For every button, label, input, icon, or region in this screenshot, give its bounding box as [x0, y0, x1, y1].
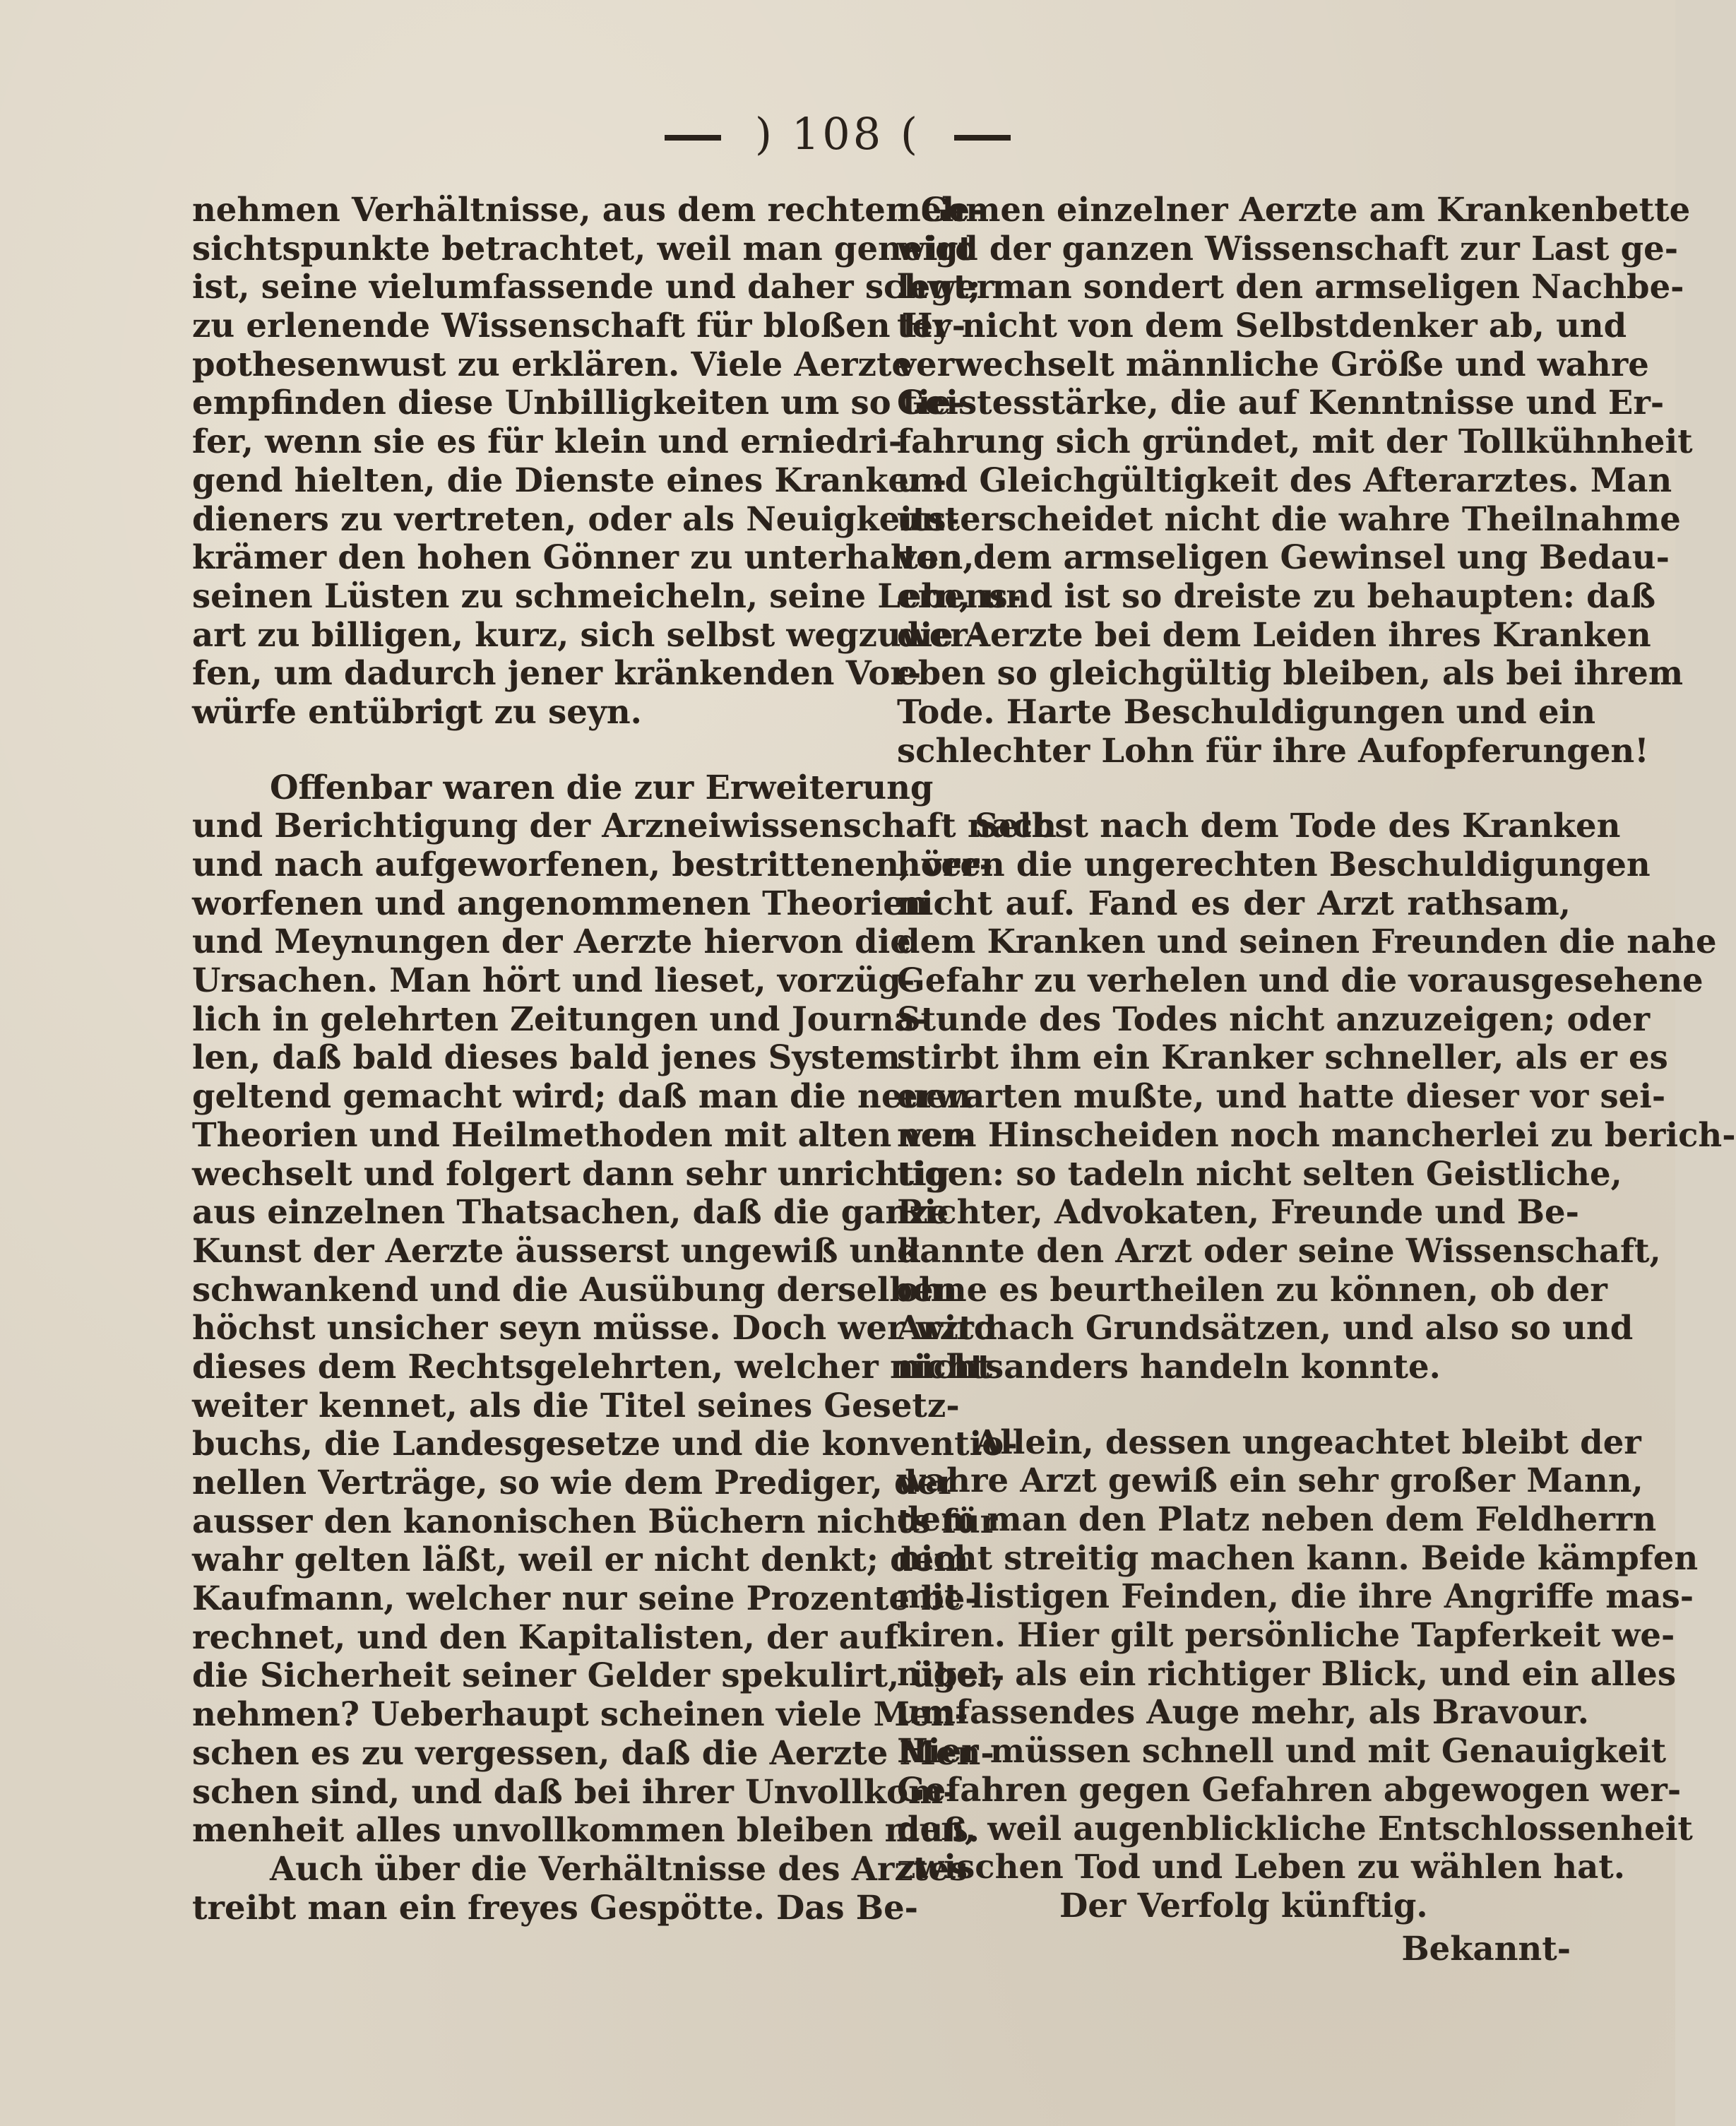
- text-line: sichtspunkte betrachtet, weil man geneigt: [192, 228, 974, 268]
- text-line: krämer den hohen Gönner zu unterhalten,: [192, 538, 975, 577]
- text-line: ohne es beurtheilen zu können, ob der: [897, 1269, 1607, 1309]
- header-right-bracket: (: [900, 108, 921, 160]
- text-line: nehmen? Ueberhaupt scheinen viele Men-: [192, 1694, 968, 1734]
- text-line: art zu billigen, kurz, sich selbst wegzuwer-: [192, 614, 982, 654]
- text-line: hören die ungerechten Beschuldigungen: [897, 845, 1651, 884]
- text-line: Richter, Advokaten, Freunde und Be-: [897, 1192, 1579, 1232]
- text-line: und nach aufgeworfenen, bestrittenen, ver-: [192, 845, 993, 884]
- left-rule: [665, 135, 721, 141]
- text-line: dem Kranken und seinen Freunden die nahe: [897, 922, 1717, 961]
- text-line: höchst unsicher seyn müsse. Doch wer wird: [192, 1308, 997, 1348]
- text-line: Tode. Harte Beschuldigungen und ein: [897, 691, 1596, 731]
- catchword: Bekannt-: [1401, 1928, 1571, 1968]
- text-line: Theorien und Heilmethoden mit alten ver-: [192, 1115, 974, 1154]
- text-line: dieners zu vertreten, oder als Neuigkeits-: [192, 499, 960, 538]
- right-paragraph-1: [897, 190, 1693, 770]
- text-line: Allein, dessen ungeachtet bleibt der: [975, 1422, 1641, 1461]
- text-line: Arzt nach Grundsätzen, und also so und: [897, 1308, 1634, 1348]
- paragraph-gap: [192, 732, 860, 768]
- text-line: Kaufmann, welcher nur seine Prozente be-: [192, 1579, 979, 1618]
- text-line: worfenen und angenommenen Theorien: [192, 883, 928, 922]
- text-line: nicht streitig machen kann. Beide kämpfen: [897, 1538, 1699, 1577]
- text-line: tigen: so tadeln nicht selten Geistliche,: [897, 1153, 1622, 1193]
- text-line: len, daß bald dieses bald jenes System: [192, 1038, 900, 1077]
- text-line: geltend gemacht wird; daß man die neuen: [192, 1076, 971, 1116]
- text-line: Kunst der Aerzte äusserst ungewiß und: [192, 1230, 920, 1270]
- text-line: ter nicht von dem Selbstdenker ab, und: [897, 306, 1627, 345]
- text-line: fahrung sich gründet, mit der Tollkühnheit: [897, 422, 1693, 461]
- text-line: nehmen einzelner Aerzte am Krankenbette: [897, 190, 1691, 229]
- text-line: Auch über die Verhältnisse des Arztes: [270, 1848, 968, 1888]
- text-line: kannte den Arzt oder seine Wissenschaft,: [897, 1230, 1661, 1270]
- text-line: lich in gelehrten Zeitungen und Journa-: [192, 999, 929, 1038]
- text-line: Ursachen. Man hört und lieset, vorzüg-: [192, 961, 915, 1000]
- text-line: dem man den Platz neben dem Feldherrn: [897, 1500, 1657, 1538]
- text-line: die Aerzte bei dem Leiden ihres Kranken: [897, 614, 1651, 654]
- text-line: eben so gleichgültig bleiben, als bei ihrem: [897, 653, 1684, 693]
- text-line: fer, wenn sie es für klein und erniedri-: [192, 422, 903, 461]
- text-line: nem Hinscheiden noch mancherlei zu berich-: [897, 1115, 1736, 1154]
- text-line: rechnet, und den Kapitalisten, der auf: [192, 1617, 898, 1656]
- text-line: schen es zu vergessen, daß die Aerzte Men-: [192, 1733, 994, 1772]
- text-line: schwankend und die Ausübung derselben: [192, 1269, 958, 1309]
- text-line: gend hielten, die Dienste eines Kranken-: [192, 460, 947, 499]
- text-line: wird der ganzen Wissenschaft zur Last ge-: [897, 228, 1679, 268]
- text-line: ern, und ist so dreiste zu behaupten: daß: [897, 576, 1656, 615]
- right-rule: [954, 135, 1011, 141]
- page-header: [0, 106, 1675, 162]
- text-line: zu erlenende Wissenschaft für bloßen Hy-: [192, 306, 965, 345]
- text-line: Offenbar waren die zur Erweiterung: [270, 767, 934, 807]
- text-line: mit listigen Feinden, die ihre Angriffe mas-: [897, 1576, 1694, 1616]
- right-column: [897, 190, 1736, 1968]
- text-line: seinen Lüsten zu schmeicheln, seine Lebens-: [192, 576, 1021, 615]
- text-line: nicht auf. Fand es der Arzt rathsam,: [897, 883, 1571, 922]
- text-line: legt; man sondert den armseligen Nachbe-: [897, 267, 1684, 307]
- text-line: pothesenwust zu erklären. Viele Aerzte: [192, 344, 913, 384]
- text-line: von dem armseligen Gewinsel ung Bedau-: [897, 538, 1670, 577]
- text-line: dieses dem Rechtsgelehrten, welcher nichts: [192, 1346, 1004, 1386]
- text-line: würfe entübrigt zu seyn.: [192, 691, 642, 731]
- text-line: und Meynungen der Aerzte hiervon die: [192, 922, 911, 961]
- text-line: nellen Verträge, so wie dem Prediger, der: [192, 1463, 956, 1502]
- text-line: nehmen Verhältnisse, aus dem rechten Ge-: [192, 190, 984, 229]
- text-line: ist, seine vielumfassende und daher schwer: [192, 267, 994, 307]
- page-number: 108: [791, 108, 884, 160]
- text-line: den, weil augenblickliche Entschlossenheit: [897, 1808, 1693, 1848]
- text-line: wahre Arzt gewiß ein sehr großer Mann,: [897, 1461, 1643, 1500]
- right-paragraph-2: [897, 806, 1736, 1386]
- text-line: nicht anders handeln konnte.: [897, 1346, 1441, 1386]
- text-line: verwechselt männliche Größe und wahre: [897, 344, 1649, 384]
- text-line: kiren. Hier gilt persönliche Tapferkeit we-: [897, 1615, 1675, 1655]
- paragraph-gap: [897, 770, 1571, 807]
- text-line: stirbt ihm ein Kranker schneller, als er es: [897, 1038, 1668, 1077]
- text-line: die Sicherheit seiner Gelder spekulirt, übel-: [192, 1656, 1005, 1695]
- text-line: Hier müssen schnell und mit Genauigkeit: [897, 1731, 1667, 1771]
- left-column: [192, 190, 1057, 1927]
- paragraph-gap: [897, 1386, 1571, 1423]
- text-line: buchs, die Landesgesetze und die konventio-: [192, 1424, 1018, 1463]
- left-paragraph-1: [192, 190, 1021, 732]
- continuation-note: Der Verfolg künftig.: [1059, 1885, 1428, 1925]
- text-line: empfinden diese Unbilligkeiten um so tie-: [192, 383, 965, 422]
- text-line: Gefahren gegen Gefahren abgewogen wer-: [897, 1769, 1682, 1809]
- text-line: wechselt und folgert dann sehr unrichtig: [192, 1153, 950, 1193]
- text-line: Geistesstärke, die auf Kenntnisse und Er-: [897, 383, 1665, 422]
- text-line: Stunde des Todes nicht anzuzeigen; oder: [897, 999, 1651, 1038]
- text-line: menheit alles unvollkommen bleiben muß.: [192, 1810, 980, 1850]
- text-line: umfassendes Auge mehr, als Bravour.: [897, 1692, 1589, 1732]
- text-line: zwischen Tod und Leben zu wählen hat.: [897, 1847, 1625, 1887]
- text-line: treibt man ein freyes Gespötte. Das Be-: [192, 1887, 918, 1927]
- text-line: schen sind, und daß bei ihrer Unvollkom-: [192, 1771, 957, 1811]
- text-line: und Berichtigung der Arzneiwissenschaft nach: [192, 806, 1057, 845]
- text-line: weiter kennet, als die Titel seines Gesetz-: [192, 1385, 960, 1425]
- text-line: wahr gelten läßt, weil er nicht denkt; dem: [192, 1540, 969, 1579]
- right-paragraph-3: [897, 1422, 1699, 1968]
- text-line: fen, um dadurch jener kränkenden Vor-: [192, 653, 922, 693]
- text-line: unterscheidet nicht die wahre Theilnahme: [897, 499, 1681, 538]
- text-line: aus einzelnen Thatsachen, daß die ganze: [192, 1192, 949, 1232]
- header-left-bracket: ): [754, 108, 775, 160]
- text-line: niger, als ein richtiger Blick, und ein alles: [897, 1653, 1677, 1693]
- left-paragraph-3: [192, 1848, 968, 1927]
- text-line: erwarten mußte, und hatte dieser vor sei-: [897, 1076, 1666, 1116]
- text-line: schlechter Lohn für ihre Aufopferungen!: [897, 730, 1649, 770]
- text-line: ausser den kanonischen Büchern nichts für: [192, 1501, 998, 1540]
- text-line: und Gleichgültigkeit des Afterarztes. Man: [897, 460, 1672, 499]
- text-line: Gefahr zu verhelen und die vorausgesehene: [897, 961, 1704, 1000]
- text-line: Selbst nach dem Tode des Kranken: [975, 806, 1621, 845]
- left-paragraph-2: [192, 767, 1057, 1850]
